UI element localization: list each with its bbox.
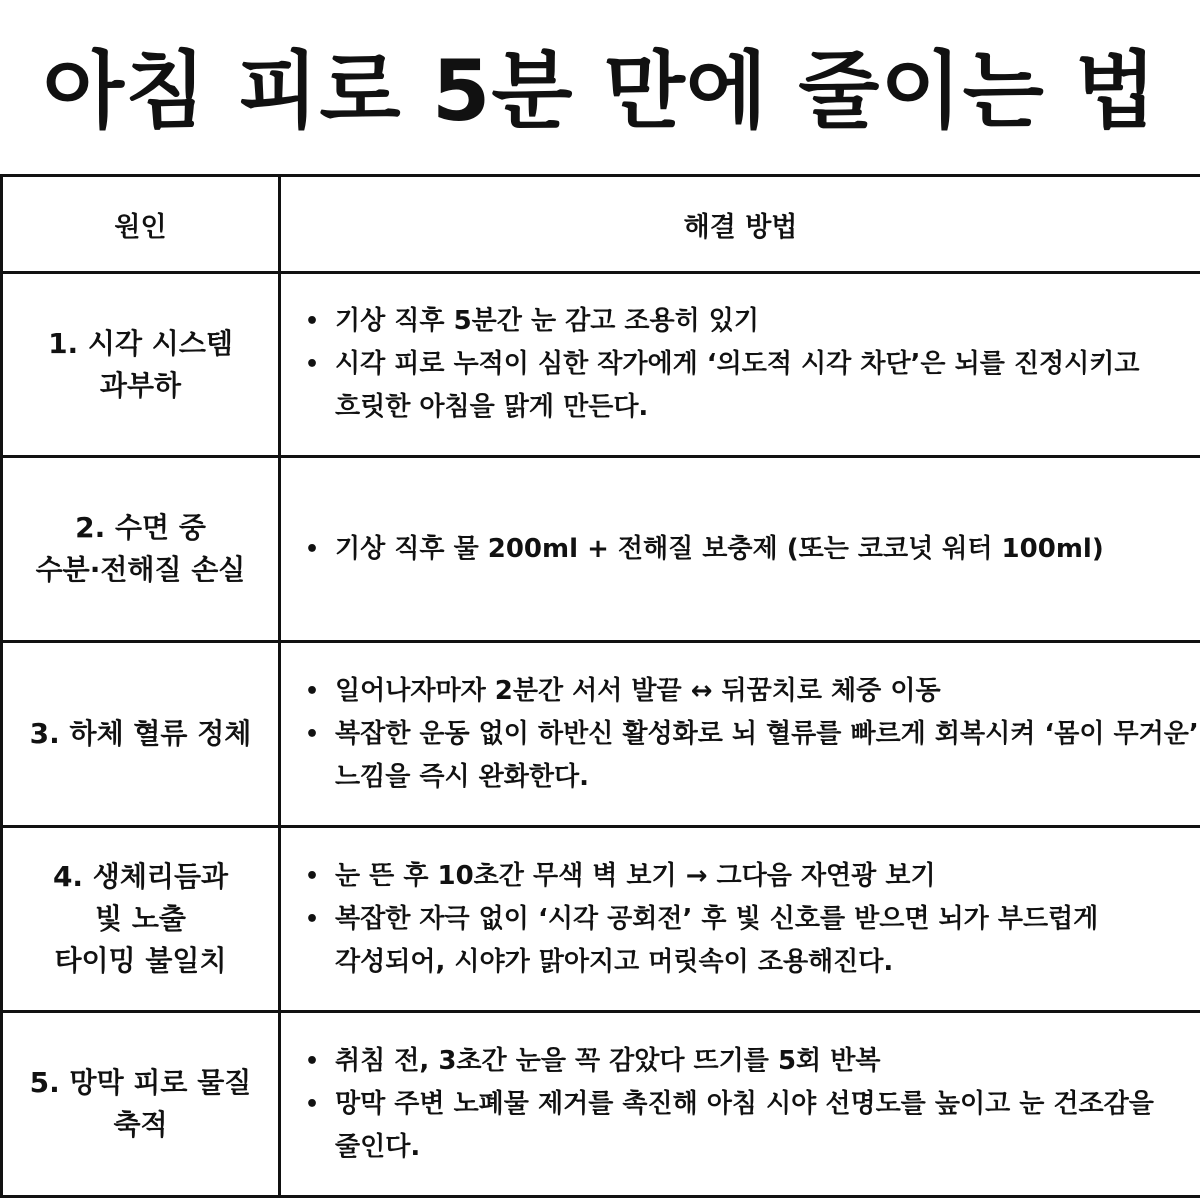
list-item-text: 기상 직후 물 200ml + 전해질 보충제 (또는 코코넛 워터 100ml) [335,533,1104,564]
list-item-text: 복잡한 자극 없이 ‘시각 공회전’ 후 빛 신호를 받으면 뇌가 부드럽게 각성되어, 시야가 맑아지고 머릿속이 조용해진다. [335,903,1099,977]
cause-cell [2,1012,280,1197]
list-item [303,713,1200,799]
list-item [303,1040,1200,1083]
list-item [303,343,1200,429]
cause-line: 과부하 [99,368,182,402]
cause-line: 1. 시각 시스템 [48,326,233,360]
table-row [2,1012,1200,1197]
bullet-icon: • [305,1091,320,1117]
cause-line: 수분·전해질 손실 [35,553,246,586]
bullet-icon: • [305,863,320,889]
bullet-icon: • [305,721,320,747]
list-item [303,855,1200,898]
list-item-text: 망막 주변 노폐물 제거를 촉진해 아침 시야 선명도를 높이고 눈 건조감을 줄인다. [335,1088,1154,1162]
list-item-text: 눈 뜬 후 10초간 무색 벽 보기 → 그다음 자연광 보기 [335,860,936,891]
solution-list [303,1040,1200,1169]
table-row [2,457,1200,642]
bullet-icon: • [305,352,320,377]
cause-cell [2,457,280,642]
list-item-text: 기상 직후 5분간 눈 감고 조용히 있기 [335,306,760,336]
table-row [2,273,1200,457]
bullet-icon: • [305,678,320,704]
solution-list [303,855,1200,984]
cause-line: 5. 망막 피로 물질 [29,1066,252,1099]
cause-cell [2,827,280,1012]
table-row [2,642,1200,827]
cause-line: 타이밍 불일치 [54,944,227,977]
bullet-icon: • [305,906,320,932]
solution-list [303,528,1200,571]
bullet-icon: • [305,536,320,562]
bullet-icon: • [305,309,320,334]
cause-cell [2,642,280,827]
bullet-icon: • [305,1048,320,1074]
solution-cell [280,827,1200,1012]
list-item [303,528,1200,571]
list-item-text: 시각 피로 누적이 심한 작가에게 ‘의도적 시각 차단’은 뇌를 진정시키고 흐릿한 아침을 맑게 만든다. [335,349,1140,422]
header-cause: 원인 [2,176,280,273]
list-item-text: 일어나자마자 2분간 서서 발끝 ↔ 뒤꿈치로 체중 이동 [335,675,941,706]
table-header-row [2,176,1200,273]
cause-line: 빛 노출 [95,902,186,935]
list-item-text: 복잡한 운동 없이 하반신 활성화로 뇌 혈류를 빠르게 회복시켜 ‘몸이 무거운’ 느낌을 즉시 완화한다. [335,718,1199,792]
header-solution: 해결 방법 [280,176,1200,273]
table-row [2,827,1200,1012]
cause-line: 축적 [113,1108,168,1141]
solution-list [303,300,1200,429]
solution-cell [280,273,1200,457]
list-item [303,898,1200,984]
remedy-table [0,174,1200,1198]
cause-line: 2. 수면 중 [75,511,206,544]
solution-cell [280,457,1200,642]
solution-list [303,670,1200,799]
solution-cell [280,1012,1200,1197]
solution-cell [280,642,1200,827]
list-item [303,670,1200,713]
list-item-text: 취침 전, 3초간 눈을 꼭 감았다 뜨기를 5회 반복 [335,1045,881,1076]
list-item [303,300,1200,343]
cause-cell [2,273,280,457]
list-item [303,1083,1200,1169]
cause-line: 4. 생체리듬과 [52,860,229,893]
cause-line: 3. 하체 혈류 정체 [29,717,252,750]
page-title: 아침 피로 5분 만에 줄이는 법 [42,42,1158,140]
